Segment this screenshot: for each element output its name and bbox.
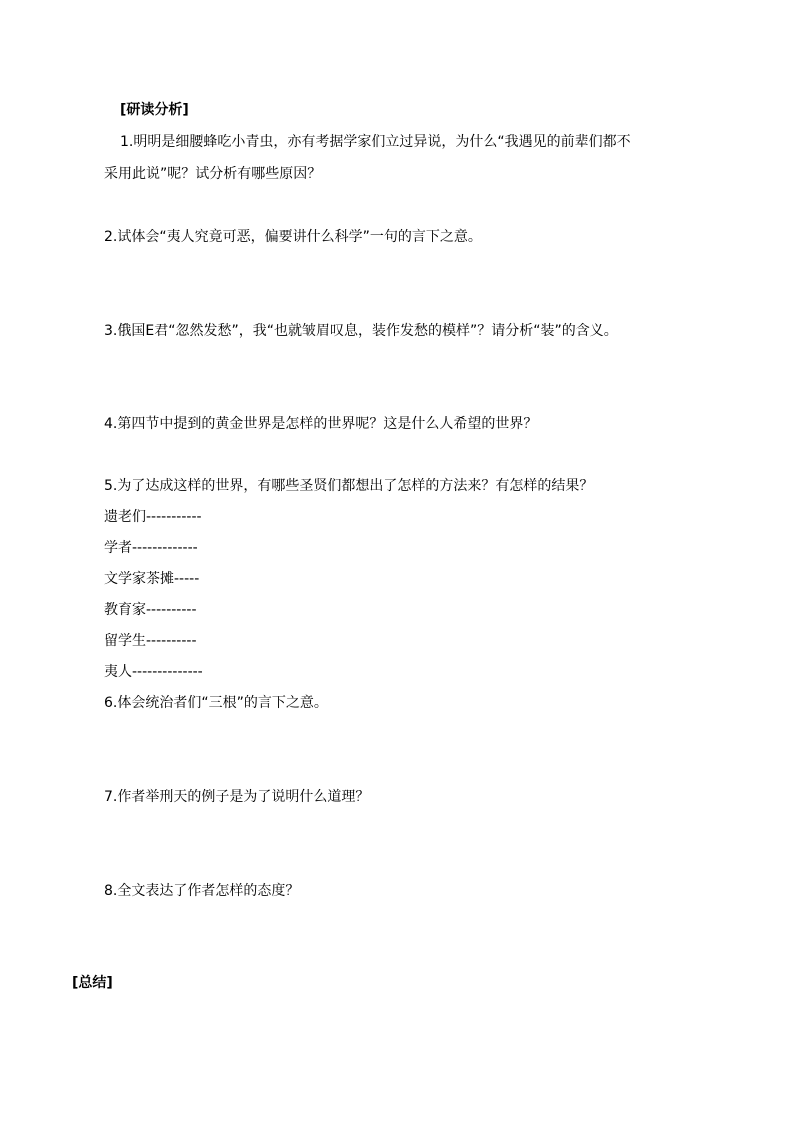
- question-3: 3.俄国E君“忽然发愁”，我“也就皱眉叹息，装作发愁的模样”？请分析“装”的含义。: [104, 323, 618, 339]
- fill-in-item-wenxuejia: 文学家茶摊-----: [104, 571, 200, 587]
- question-7: 7.作者举刑天的例子是为了说明什么道理？: [104, 789, 370, 805]
- fill-in-item-jiaoyujia: 教育家----------: [104, 602, 197, 618]
- section-heading: [研读分析]: [120, 102, 189, 118]
- fill-in-item-xuezhe: 学者-------------: [104, 540, 198, 556]
- question-2: 2.试体会“夷人究竟可恶，偏要讲什么科学”一句的言下之意。: [104, 229, 482, 245]
- question-1-line-1: 1.明明是细腰蜂吃小青虫，亦有考据学家们立过异说，为什么“我遇见的前辈们都不: [120, 134, 631, 150]
- fill-in-item-yilaomen: 遗老们-----------: [104, 509, 202, 525]
- fill-in-item-yiren: 夷人--------------: [104, 664, 203, 680]
- question-6: 6.体会统治者们“三根”的言下之意。: [104, 695, 328, 711]
- question-8: 8.全文表达了作者怎样的态度？: [104, 883, 300, 899]
- summary-heading: [总结]: [72, 975, 113, 991]
- question-1-line-2: 采用此说”呢？试分析有哪些原因？: [104, 166, 322, 182]
- question-5: 5.为了达成这样的世界，有哪些圣贤们都想出了怎样的方法来？有怎样的结果？: [104, 478, 594, 494]
- question-4: 4.第四节中提到的黄金世界是怎样的世界呢？这是什么人希望的世界？: [104, 416, 538, 432]
- fill-in-item-liuxuesheng: 留学生----------: [104, 633, 197, 649]
